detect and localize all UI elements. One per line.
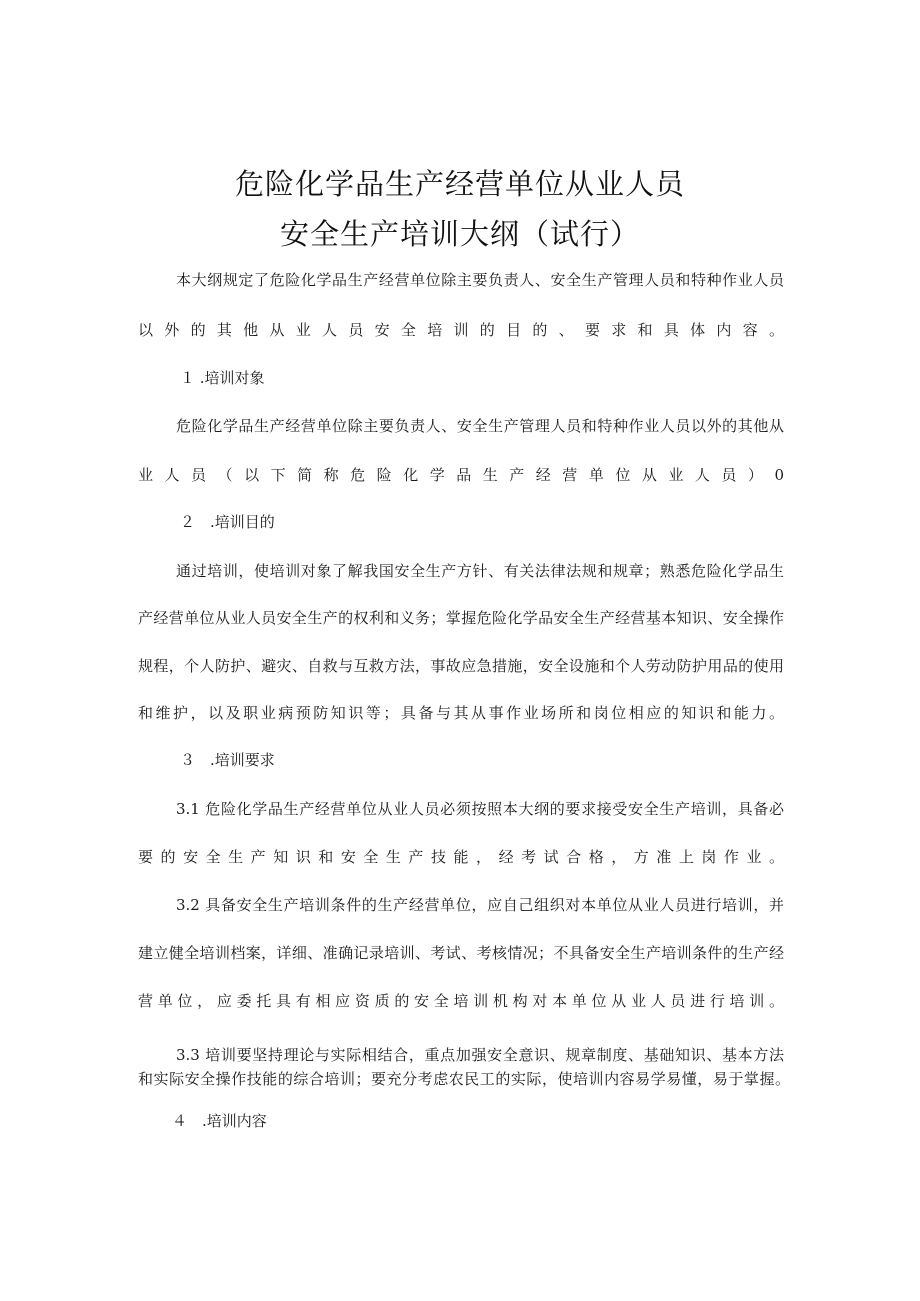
section-3-item-2-line-1: 3.2 具备安全生产培训条件的生产经营单位，应自己组织对本单位从业人员进行培训，并 [176, 896, 784, 914]
section-3-item-2-line-3: 营单位，应委托具有相应资质的安全培训机构对本单位从业人员进行培训。 [138, 992, 784, 1010]
document-title-line-2: 安全生产培训大纲（试行） [279, 217, 640, 251]
section-2-line-2: 产经营单位从业人员安全生产的权利和义务；掌握危险化学品安全生产经营基本知识、安全操作 [138, 609, 784, 627]
section-2-line-3: 规程，个人防护、避灾、自救与互救方法，事故应急措施，安全设施和个人劳动防护用品的使用 [138, 657, 784, 675]
section-2-line-1: 通过培训，使培训对象了解我国安全生产方针、有关法律法规和规章；熟悉危险化学品生 [176, 562, 784, 580]
intro-line-2: 以外的其他从业人员安全培训的目的、要求和具体内容。 [138, 321, 784, 339]
section-3-item-1-line-2: 要的安全生产知识和安全生产技能，经考试合格，方准上岗作业。 [138, 848, 784, 866]
section-3-item-3-line-1: 3.3 培训要坚持理论与实际相结合，重点加强安全意识、规章制度、基础知识、基本方法 [176, 1046, 784, 1064]
section-2-line-4: 和维护，以及职业病预防知识等；具备与其从事作业场所和岗位相应的知识和能力。 [138, 704, 784, 722]
section-1-line-1: 危险化学品生产经营单位除主要负责人、安全生产管理人员和特种作业人员以外的其他从 [176, 417, 784, 435]
section-1-heading: １ .培训对象 [180, 369, 265, 387]
document-title-line-1: 危险化学品生产经营单位从业人员 [234, 167, 685, 201]
section-3-item-1-line-1: 3.1 危险化学品生产经营单位从业人员必须按照本大纲的要求接受安全生产培训，具备必 [176, 800, 784, 818]
section-3-item-2-line-2: 建立健全培训档案，详细、准确记录培训、考试、考核情况；不具备安全生产培训条件的生产经 [138, 944, 784, 962]
section-2-heading: ２ .培训目的 [180, 513, 275, 531]
section-3-item-3-line-2: 和实际安全操作技能的综合培训；要充分考虑农民工的实际，使培训内容易学易懂，易于掌握。 [138, 1070, 790, 1088]
section-1-line-2: 业人员（以下简称危险化学品生产经营单位从业人员）0 [138, 466, 784, 484]
section-4-heading: ４ .培训内容 [172, 1112, 267, 1130]
section-3-heading: ３ .培训要求 [180, 751, 275, 769]
intro-line-1: 本大纲规定了危险化学品生产经营单位除主要负责人、安全生产管理人员和特种作业人员 [176, 271, 784, 289]
